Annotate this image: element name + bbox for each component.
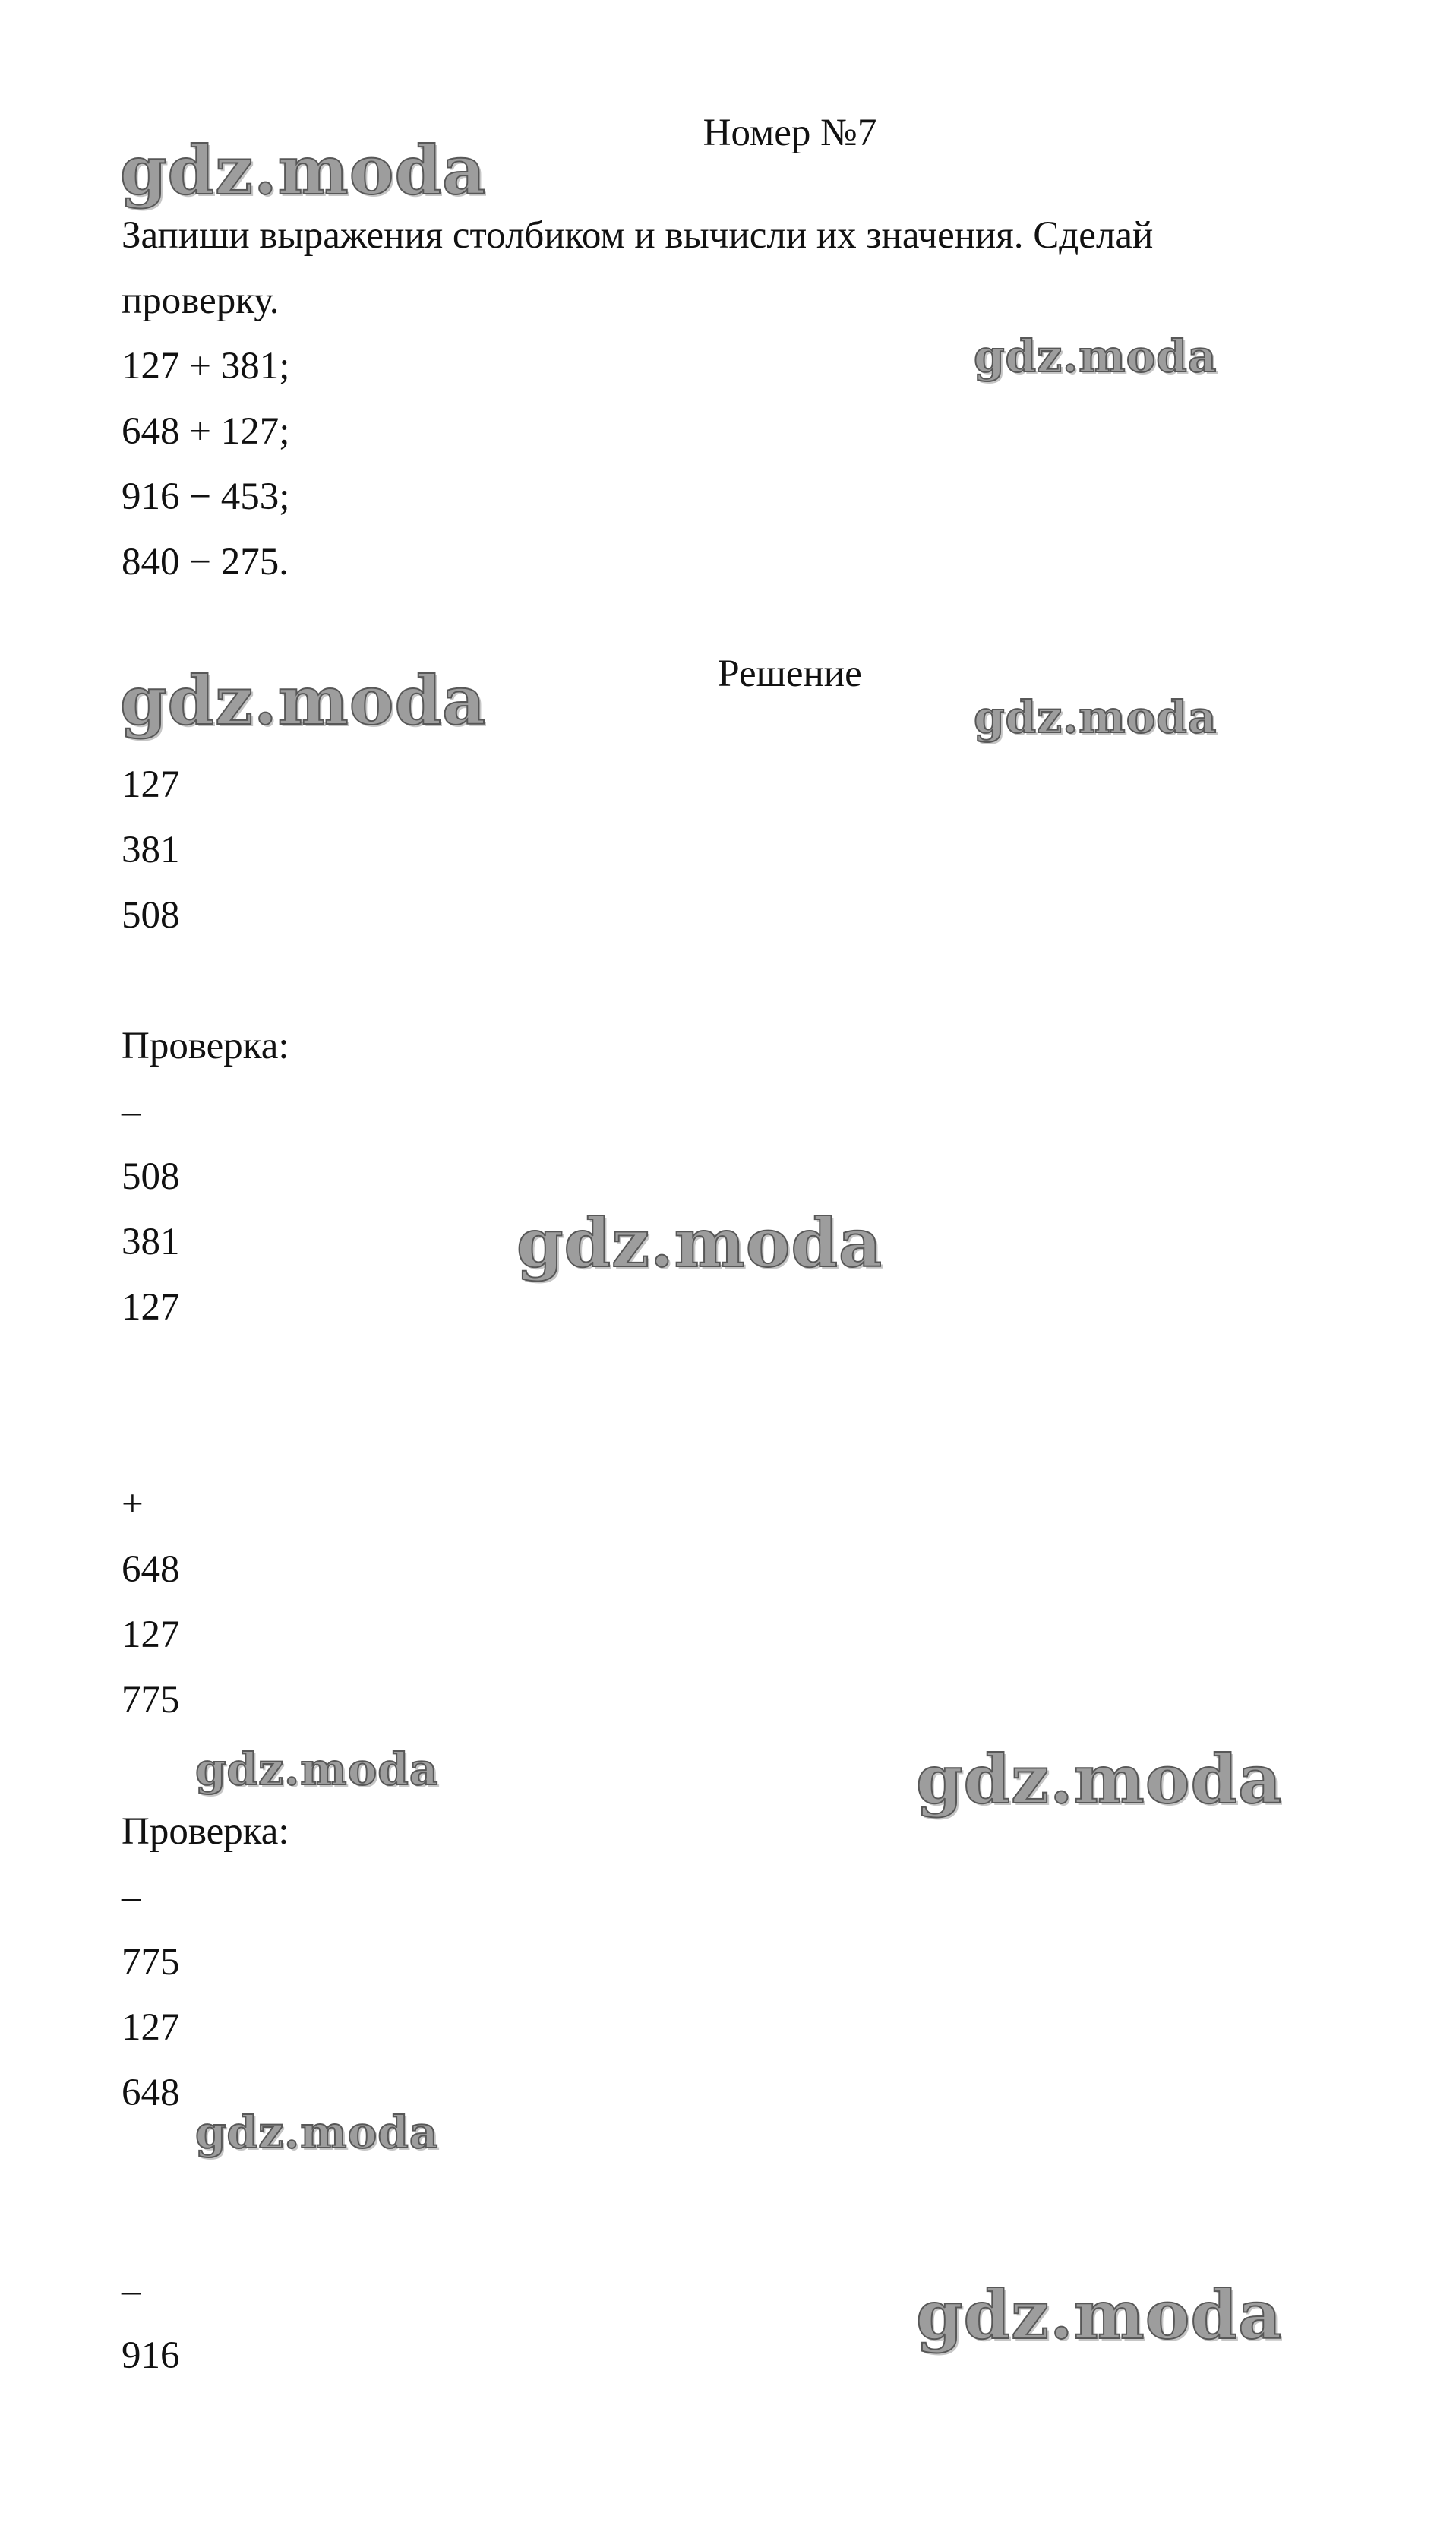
watermark-logo: gdz.moda [974,330,1218,382]
watermark-logo: gdz.moda [916,1740,1283,1819]
expression-2: 648 + 127; [122,410,290,453]
expression-3: 916 − 453; [122,476,290,518]
check2-label: Проверка: [122,1810,289,1853]
watermark-logo: gdz.moda [974,691,1218,743]
check2-operand-a: 775 [122,1941,180,1983]
page-title: Номер №7 [703,112,877,154]
check1-sign: – [122,1090,141,1133]
block1-operand-a: 127 [122,763,180,806]
watermark-logo: gdz.moda [120,131,487,210]
block3-operand-a: 916 [122,2334,180,2377]
check1-result: 127 [122,1286,180,1329]
expression-1: 127 + 381; [122,345,290,387]
watermark-logo: gdz.moda [195,2107,439,2158]
block2-result: 775 [122,1679,180,1721]
watermark-logo: gdz.moda [120,661,487,740]
task-text-line-2: проверку. [122,280,280,322]
check2-sign: – [122,1876,141,1918]
watermark-logo: gdz.moda [516,1203,883,1282]
block1-operand-b: 381 [122,829,180,871]
task-text-line-1: Запиши выражения столбиком и вычисли их значения. Сделай [122,214,1154,257]
watermark-logo: gdz.moda [916,2275,1283,2354]
check2-operand-b: 127 [122,2006,180,2049]
block2-operand-b: 127 [122,1614,180,1656]
block2-sign: + [122,1483,144,1525]
block1-result: 508 [122,894,180,937]
check1-operand-b: 381 [122,1221,180,1263]
check2-result: 648 [122,2072,180,2114]
block2-operand-a: 648 [122,1548,180,1591]
check1-operand-a: 508 [122,1155,180,1198]
solution-heading: Решение [718,653,862,695]
check1-label: Проверка: [122,1025,289,1067]
block3-sign: – [122,2269,141,2312]
expression-4: 840 − 275. [122,541,289,583]
watermark-logo: gdz.moda [195,1743,439,1795]
